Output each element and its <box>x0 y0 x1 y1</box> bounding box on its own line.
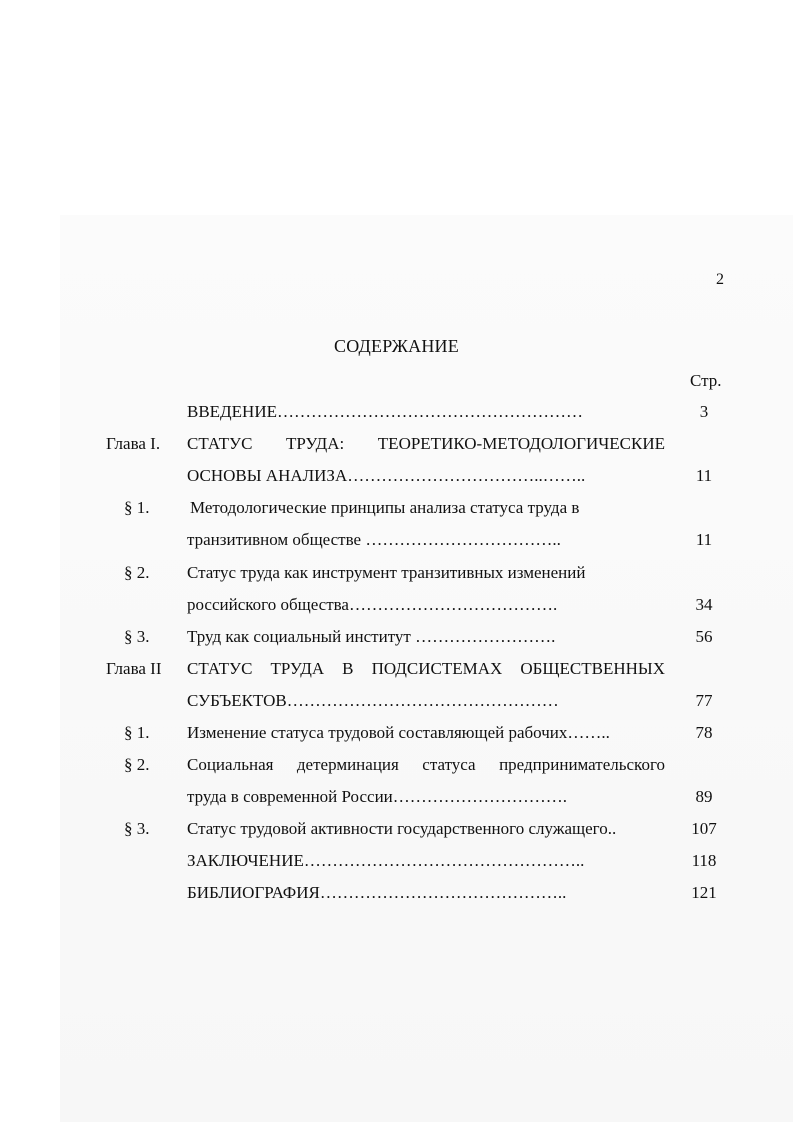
chapter-2-label: Глава II <box>106 659 162 678</box>
toc-page-section-1-2: 34 <box>695 595 713 614</box>
section-2-3-title: Статус трудовой активности государственного служащего.. <box>187 819 617 838</box>
section-2-1-label: § 1. <box>124 723 150 742</box>
section-1-3-label: § 3. <box>124 627 150 646</box>
toc-entry-bibliography: БИБЛИОГРАФИЯ…………………………………….. <box>187 883 567 902</box>
chapter-1-title-line1: СТАТУС ТРУДА: ТЕОРЕТИКО-МЕТОДОЛОГИЧЕСКИЕ <box>187 434 665 453</box>
toc-page-section-1-1: 11 <box>695 530 713 549</box>
section-1-3-title: Труд как социальный институт ……………………. <box>187 627 556 646</box>
section-2-3-label: § 3. <box>124 819 150 838</box>
toc-page-bibliography: 121 <box>691 883 717 902</box>
section-1-2-title-line2: российского общества………………………………. <box>187 595 558 614</box>
toc-entry-intro: ВВЕДЕНИЕ……………………………………………… <box>187 402 583 421</box>
chapter-2-title-line1: СТАТУС ТРУДА В ПОДСИСТЕМАХ ОБЩЕСТВЕННЫХ <box>187 659 665 678</box>
toc-page-chapter-1: 11 <box>695 466 713 485</box>
page-number: 2 <box>716 271 724 288</box>
chapter-1-title-line2: ОСНОВЫ АНАЛИЗА……………………………..…….. <box>187 466 586 485</box>
toc-page-intro: 3 <box>699 402 709 421</box>
section-1-1-title-line1: Методологические принципы анализа статуса труда в <box>190 498 580 517</box>
toc-page-section-2-1: 78 <box>695 723 713 742</box>
toc-page-section-2-3: 107 <box>691 819 717 838</box>
section-2-2-title-line2: труда в современной России…………………………. <box>187 787 568 806</box>
section-1-1-title-line2: транзитивном обществе …………………………….. <box>187 530 561 549</box>
toc-page-section-2-2: 89 <box>695 787 713 806</box>
section-2-2-title-line1: Социальная детерминация статуса предпринимательского <box>187 755 665 774</box>
toc-page-conclusion: 118 <box>691 851 717 870</box>
chapter-2-title-line2: СУБЪЕКТОВ………………………………………… <box>187 691 559 710</box>
section-1-2-label: § 2. <box>124 563 150 582</box>
toc-entry-conclusion: ЗАКЛЮЧЕНИЕ………………………………………….. <box>187 851 585 870</box>
page-column-header: Стр. <box>690 371 722 390</box>
toc-page-section-1-3: 56 <box>695 627 713 646</box>
toc-title: СОДЕРЖАНИЕ <box>334 336 459 356</box>
section-2-2-label: § 2. <box>124 755 150 774</box>
section-1-1-label: § 1. <box>124 498 150 517</box>
section-1-2-title-line1: Статус труда как инструмент транзитивных изменений <box>187 563 586 582</box>
toc-page-chapter-2: 77 <box>695 691 713 710</box>
chapter-1-label: Глава I. <box>106 434 161 453</box>
section-2-1-title: Изменение статуса трудовой составляющей рабочих…….. <box>187 723 610 742</box>
